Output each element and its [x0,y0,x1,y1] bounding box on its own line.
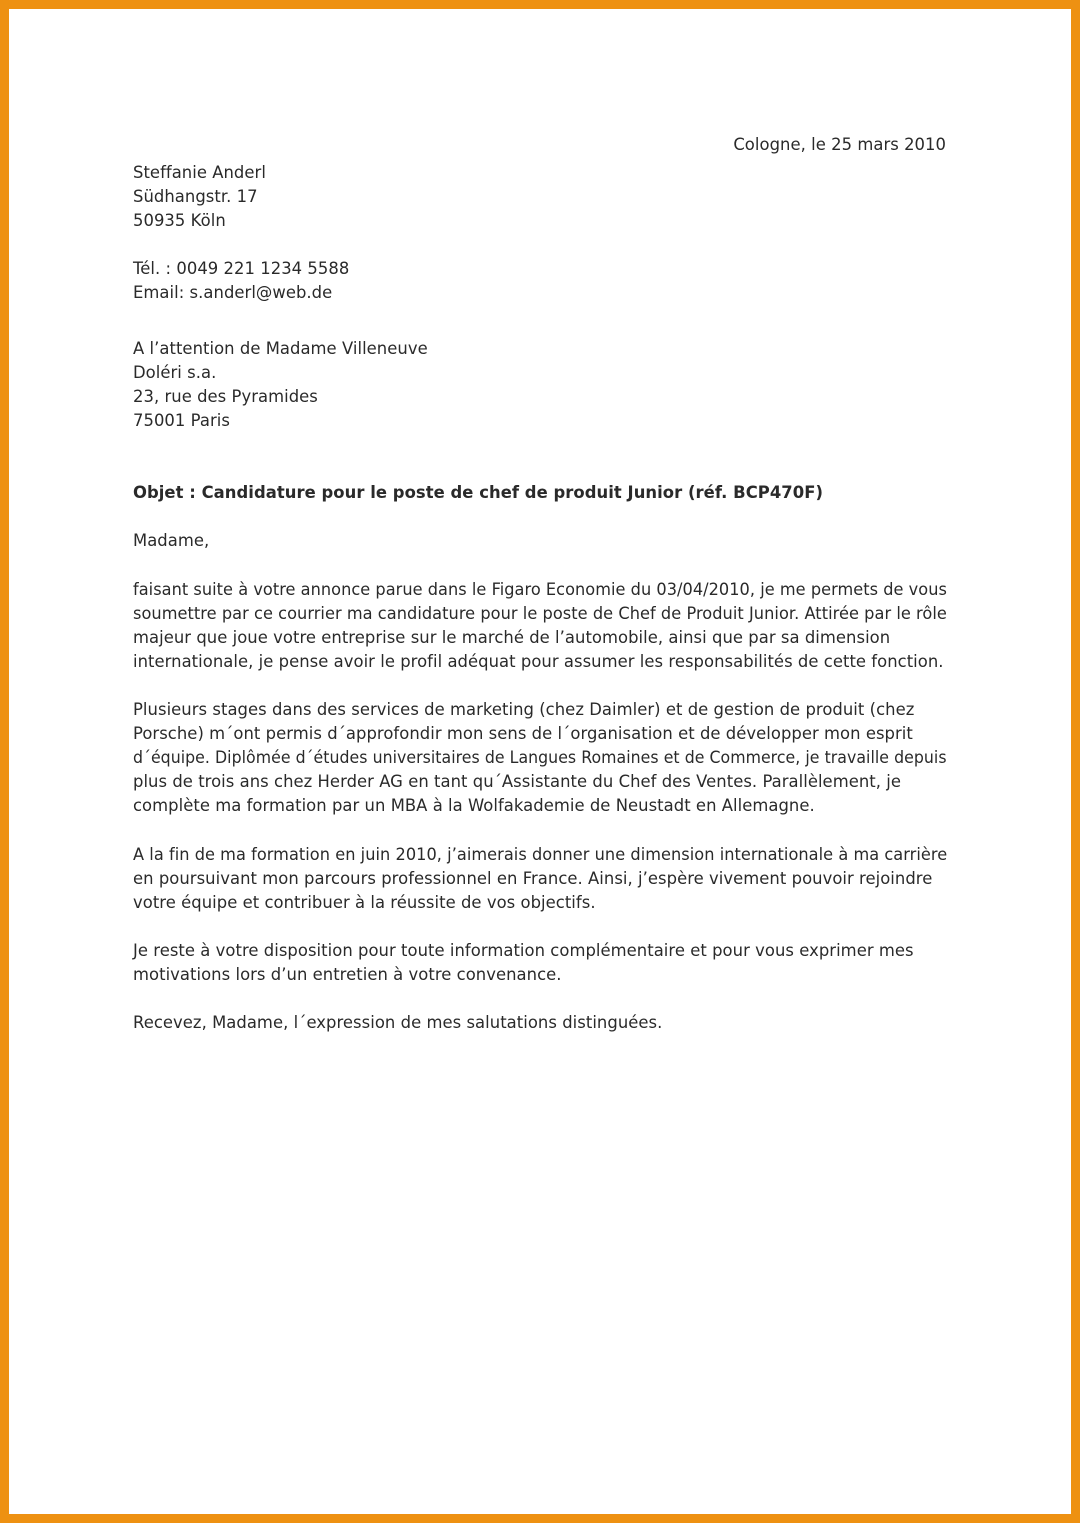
paragraph-4-line: motivations lors d’un entretien à votre convenance. [133,965,562,984]
paragraph-3-line: votre équipe et contribuer à la réussite de vos objectifs. [133,893,596,912]
paragraph-3-line: en poursuivant mon parcours professionnel en France. Ainsi, j’espère vivement pouvoir rejoindre [133,869,933,888]
closing-formula: Recevez, Madame, l´expression de mes salutations distinguées. [133,1013,663,1032]
letter-date: Cologne, le 25 mars 2010 [733,135,946,154]
letter-subject: Objet : Candidature pour le poste de chef de produit Junior (réf. BCP470F) [133,483,824,502]
sender-street: Südhangstr. 17 [133,187,258,206]
sender-city: 50935 Köln [133,211,226,230]
paragraph-1-line: faisant suite à votre annonce parue dans le Figaro Economie du 03/04/2010, je me permets de vous [133,580,947,599]
sender-name: Steffanie Anderl [133,163,266,182]
recipient-attention: A l’attention de Madame Villeneuve [133,339,428,358]
salutation: Madame, [133,531,210,550]
recipient-company: Doléri s.a. [133,363,217,382]
paragraph-2-line: complète ma formation par un MBA à la Wolfakademie de Neustadt en Allemagne. [133,796,815,815]
sender-email: Email: s.anderl@web.de [133,283,333,302]
paragraph-2-line: d´équipe. Diplômée d´études universitaires de Langues Romaines et de Commerce, je travaille depuis [133,748,947,767]
sender-phone: Tél. : 0049 221 1234 5588 [133,259,350,278]
paragraph-4-line: Je reste à votre disposition pour toute information complémentaire et pour vous exprimer mes [133,941,914,960]
paragraph-1-line: majeur que joue votre entreprise sur le marché de l’automobile, ainsi que par sa dimension [133,628,891,647]
paragraph-2-line: Plusieurs stages dans des services de marketing (chez Daimler) et de gestion de produit (chez [133,700,915,719]
paragraph-2-line: plus de trois ans chez Herder AG en tant qu´Assistante du Chef des Ventes. Parallèlement, je [133,772,902,791]
paragraph-1-line: internationale, je pense avoir le profil adéquat pour assumer les responsabilités de cette fonction. [133,652,944,671]
paragraph-2-line: Porsche) m´ont permis d´approfondir mon sens de l´organisation et de développer mon esprit [133,724,913,743]
recipient-city: 75001 Paris [133,411,230,430]
recipient-street: 23, rue des Pyramides [133,387,318,406]
paragraph-1-line: soumettre par ce courrier ma candidature pour le poste de Chef de Produit Junior. Attirée par le rôle [133,604,947,623]
paragraph-3-line: A la fin de ma formation en juin 2010, j’aimerais donner une dimension internationale à ma carrière [133,845,948,864]
